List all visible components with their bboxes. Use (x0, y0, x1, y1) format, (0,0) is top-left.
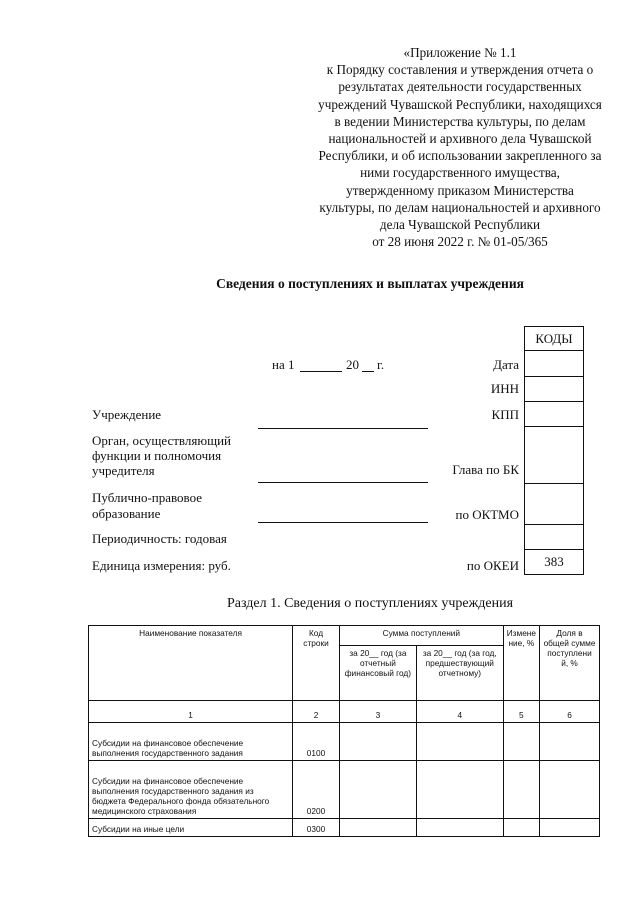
appendix-line: «Приложение № 1.1 (403, 45, 517, 60)
code-oktmo-cell[interactable] (525, 484, 583, 525)
row-change-cell[interactable] (503, 761, 539, 819)
header-sum-prev: за 20__ год (за год, предшествующий отчетному) (416, 645, 503, 700)
appendix-line: утвержденному приказом Министерства (346, 182, 574, 198)
row-change-cell[interactable] (503, 723, 539, 761)
label-glava: Глава по БК (452, 462, 519, 477)
label-founder-3: учредителя (92, 463, 155, 478)
col-number: 5 (503, 701, 539, 723)
row-change-cell[interactable] (503, 819, 539, 837)
founder-line[interactable] (258, 482, 428, 483)
code-inn-cell[interactable] (525, 377, 583, 402)
appendix-line: в ведении Министерства культуры, по делам (334, 113, 586, 129)
label-kpp: КПП (491, 407, 519, 422)
appendix-line: Республики, и об использовании закрепленного за (318, 148, 602, 164)
row-name: Субсидии на иные цели (89, 819, 293, 837)
col-number: 2 (293, 701, 340, 723)
appendix-header (300, 44, 620, 250)
public-line[interactable] (258, 522, 428, 523)
row-share-cell[interactable] (540, 723, 600, 761)
label-date: Дата (493, 357, 519, 372)
date-mid: 20 (346, 357, 359, 372)
row-name: Субсидии на финансовое обеспечение выполнения государственного задания (89, 723, 293, 761)
date-suffix: г. (377, 357, 385, 372)
label-founder-1: Орган, осуществляющий (92, 433, 231, 448)
table-row (89, 819, 600, 837)
row-sum-current-cell[interactable] (339, 723, 416, 761)
row-name: Субсидии на финансовое обеспечение выполнения государственного задания из бюджета Федерального фонда обязательного медицинского страхования (89, 761, 293, 819)
col-number: 6 (540, 701, 600, 723)
row-code: 0300 (293, 819, 340, 837)
label-oktmo: по ОКТМО (455, 507, 519, 522)
header-code: Код строки (293, 626, 340, 701)
code-periodicity-cell[interactable] (525, 525, 583, 550)
appendix-line: результатах деятельности государственных (338, 79, 582, 95)
document-title: Сведения о поступлениях и выплатах учреждения (216, 276, 524, 291)
codes-title: КОДЫ (525, 327, 583, 351)
col-number: 1 (89, 701, 293, 723)
code-okei-cell: 383 (544, 554, 564, 569)
code-kpp-cell[interactable] (525, 402, 583, 427)
row-sum-prev-cell[interactable] (416, 761, 503, 819)
label-periodicity: Периодичность: годовая (92, 531, 227, 546)
header-sum-current: за 20__ год (за отчетный финансовый год) (339, 645, 416, 700)
appendix-line: национальностей и архивного дела Чувашской (328, 131, 592, 147)
section-title: Раздел 1. Сведения о поступлениях учреждения (226, 596, 514, 611)
col-number: 4 (416, 701, 503, 723)
appendix-line: от 28 июня 2022 г. № 01-05/365 (372, 234, 548, 250)
appendix-line: к Порядку составления и утверждения отчета о (326, 62, 594, 78)
label-unit: Единица измерения: руб. (92, 558, 231, 573)
row-code: 0100 (293, 723, 340, 761)
date-year-line[interactable] (362, 371, 374, 372)
row-sum-current-cell[interactable] (339, 819, 416, 837)
row-sum-prev-cell[interactable] (416, 819, 503, 837)
label-founder-2: функции и полномочия (92, 448, 222, 463)
row-code: 0200 (293, 761, 340, 819)
table-row (89, 723, 600, 761)
date-day-line[interactable] (300, 371, 342, 372)
appendix-line: дела Чувашской Республики (379, 217, 541, 233)
institution-line[interactable] (258, 428, 428, 429)
row-sum-current-cell[interactable] (339, 761, 416, 819)
codes-box (524, 326, 584, 575)
row-share-cell[interactable] (540, 761, 600, 819)
appendix-line: культуры, по делам национальностей и архивного (319, 199, 601, 215)
header-share: Доля в общей сумме поступлени й, % (540, 626, 600, 701)
table-row (89, 761, 600, 819)
appendix-line: ними государственного имущества, (360, 165, 560, 181)
income-table (88, 625, 600, 837)
col-number: 3 (339, 701, 416, 723)
row-sum-prev-cell[interactable] (416, 723, 503, 761)
label-public-2: образование (92, 506, 161, 521)
label-inn: ИНН (490, 381, 519, 396)
code-date-cell[interactable] (525, 351, 583, 377)
row-share-cell[interactable] (540, 819, 600, 837)
appendix-line: учреждений Чувашской Республики, находящихся (318, 96, 602, 112)
label-okei: по ОКЕИ (466, 558, 519, 573)
header-sum: Сумма поступлений (339, 626, 503, 646)
label-public-1: Публично-правовое (92, 490, 203, 505)
code-glava-cell[interactable] (525, 427, 583, 484)
date-prefix: на 1 (272, 357, 295, 372)
label-institution: Учреждение (92, 407, 162, 422)
header-name: Наименование показателя (89, 626, 293, 701)
header-change: Измене ние, % (503, 626, 539, 701)
